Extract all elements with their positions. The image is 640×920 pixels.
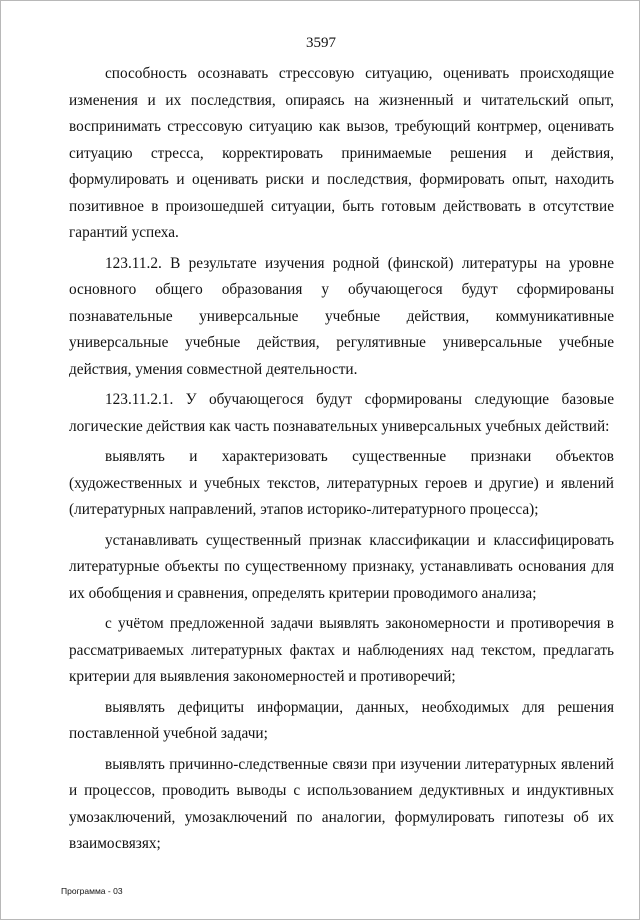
list-item-cause-effect: выявлять причинно-следственные связи при изучении литературных явлений и процессов, проводить выводы с использованием дедуктивных и индуктивных умозаключений, умозаключений по аналогии, формулировать гипотезы об их взаимосвязях; xyxy=(69,755,614,852)
paragraph-123-11-2: 123.11.2. В результате изучения родной (финской) литературы на уровне основного общего образования у обучающегося будут сформированы познавательные универсальные учебные действия, коммуникативные универсальные учебные действия, регулятивные универсальные учебные действия, умения совместной деятельности. xyxy=(69,254,614,378)
list-item-information-deficit: выявлять дефициты информации, данных, необходимых для решения поставленной учебной задачи; xyxy=(69,698,614,742)
list-item-classification: устанавливать существенный признак классификации и классифицировать литературные объекты по существенному признаку, устанавливать основания для их обобщения и сравнения, определять критерии проводимого анализа; xyxy=(69,531,614,602)
paragraph-123-11-2-1: 123.11.2.1. У обучающегося будут сформированы следующие базовые логические действия как часть познавательных универсальных учебных действий: xyxy=(69,391,614,435)
paragraph-stress-situation: способность осознавать стрессовую ситуацию, оценивать происходящие изменения и их последствия, опираясь на жизненный и читательский опыт, воспринимать стрессовую ситуацию как вызов, требующий контрмер, оценивать ситуацию стресса, корректировать принимаемые решения и действия, формулировать и оценивать риски и последствия, формировать опыт, находить позитивное в произошедшей ситуации, быть готовым действовать в отсутствие гарантий успеха. xyxy=(69,65,614,241)
document-body xyxy=(69,61,614,862)
list-item-patterns: с учётом предложенной задачи выявлять закономерности и противоречия в рассматриваемых литературных фактах и наблюдениях над текстом, предлагать критерии для выявления закономерностей и противоречий; xyxy=(69,615,614,685)
page-number: 3597 xyxy=(306,35,336,51)
list-item-identify-features: выявлять и характеризовать существенные признаки объектов (художественных и учебных текстов, литературных героев и другие) и явлений (литературных направлений, этапов историко-литературного процесса); xyxy=(69,448,614,518)
footer-label: Программа - 03 xyxy=(61,886,123,896)
